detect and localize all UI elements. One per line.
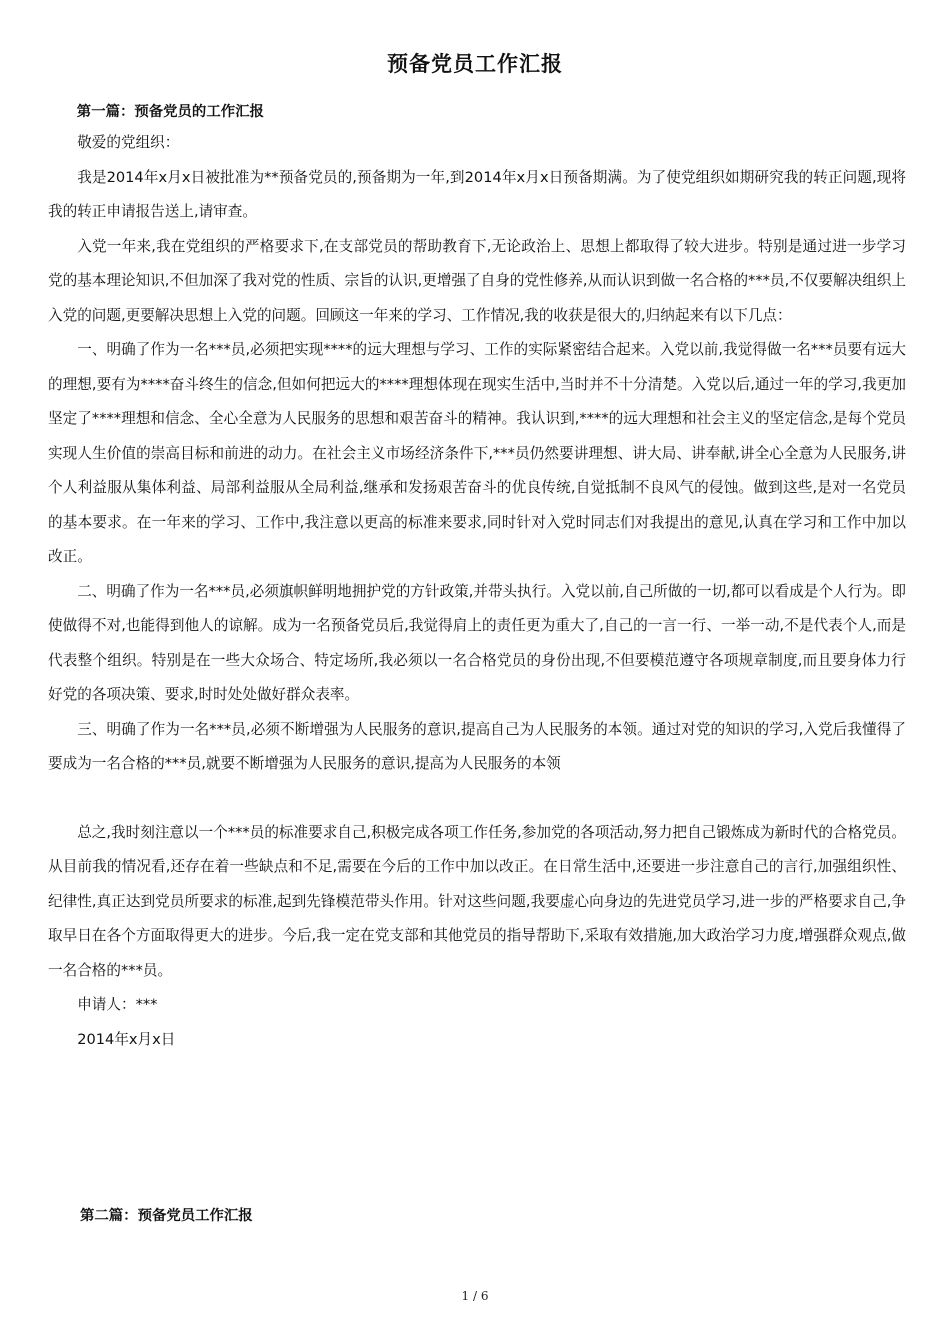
page-number: 1 / 6 [461,1289,489,1303]
greeting: 敬爱的党组织： [77,134,180,151]
paragraph-point-3: 三、明确了作为一名***员,必须不断增强为人民服务的意识,提高自己为人民服务的本领。通过对党的知识的学习,入党后我懂得了要成为一名合格的***员,就要不断增强为人民服务的意识,提高为人民服务的本领 [48,720,906,772]
document-body [48,98,906,1057]
document-title: 预备党员工作汇报 [387,52,563,76]
paragraph-point-1: 一、明确了作为一名***员,必须把实现****的远大理想与学习、工作的实际紧密结合起来。入党以前,我觉得做一名***员要有远大的理想,要有为****奋斗终生的信念,但如何把远大的****理想体现在现实生活中,当时并不十分清楚。入党以后,通过一年的学习,我更加坚定了****理想和信念、全心全意为人民服务的思想和艰苦奋斗的精神。我认识到,****的远大理想和社会主义的坚定信念,是每个党员实现人生价值的崇高目标和前进的动力。在社会主义市场经济条件下,***员仍然要讲理想、讲大局、讲奉献,讲全心全意为人民服务,讲个人利益服从集体利益、局部利益服从全局利益,继承和发扬艰苦奋斗的优良传统,自觉抵制不良风气的侵蚀。做到这些,是对一名党员的基本要求。在一年来的学习、工作中,我注意以更高的标准来要求,同时针对入党时同志们对我提出的意见,认真在学习和工作中加以改正。 [48,341,906,565]
section-2-heading: 第二篇：预备党员工作汇报 [80,1208,253,1224]
paragraph-intro: 我是2014年x月x日被批准为**预备党员的,预备期为一年,到2014年x月x日预备期满。为了使党组织如期研究我的转正问题,现将我的转正申请报告送上,请审查。 [48,168,906,220]
paragraph-overview: 入党一年来,我在党组织的严格要求下,在支部党员的帮助教育下,无论政治上、思想上都取得了较大进步。特别是通过进一步学习党的基本理论知识,不但加深了我对党的性质、宗旨的认识,更增强了自身的党性修养,从而认识到做一名合格的***员,不仅要解决组织上入党的问题,更要解决思想上入党的问题。回顾这一年来的学习、工作情况,我的收获是很大的,归纳起来有以下几点： [48,237,906,324]
applicant-line: 申请人：*** [77,996,158,1013]
blank-line [48,782,906,816]
paragraph-point-2: 二、明确了作为一名***员,必须旗帜鲜明地拥护党的方针政策,并带头执行。入党以前,自己所做的一切,都可以看成是个人行为。即使做得不对,也能得到他人的谅解。成为一名预备党员后,我觉得肩上的责任更为重大了,自己的一言一行、一举一动,不是代表个人,而是代表整个组织。特别是在一些大众场合、特定场所,我必须以一名合格党员的身份出现,不但要模范遵守各项规章制度,而且要身体力行好党的各项决策、要求,时时处处做好群众表率。 [48,582,906,703]
section-1-heading: 第一篇：预备党员的工作汇报 [76,104,264,120]
paragraph-summary: 总之,我时刻注意以一个***员的标准要求自己,积极完成各项工作任务,参加党的各项活动,努力把自己锻炼成为新时代的合格党员。从目前我的情况看,还存在着一些缺点和不足,需要在今后的工作中加以改正。在日常生活中,还要进一步注意自己的言行,加强组织性、纪律性,真正达到党员所要求的标准,起到先锋模范带头作用。针对这些问题,我要虚心向身边的先进党员学习,进一步的严格要求自己,争取早日在各个方面取得更大的进步。今后,我一定在党支部和其他党员的指导帮助下,采取有效措施,加大政治学习力度,增强群众观点,做一名合格的***员。 [48,823,906,979]
date-line: 2014年x月x日 [77,1030,176,1048]
